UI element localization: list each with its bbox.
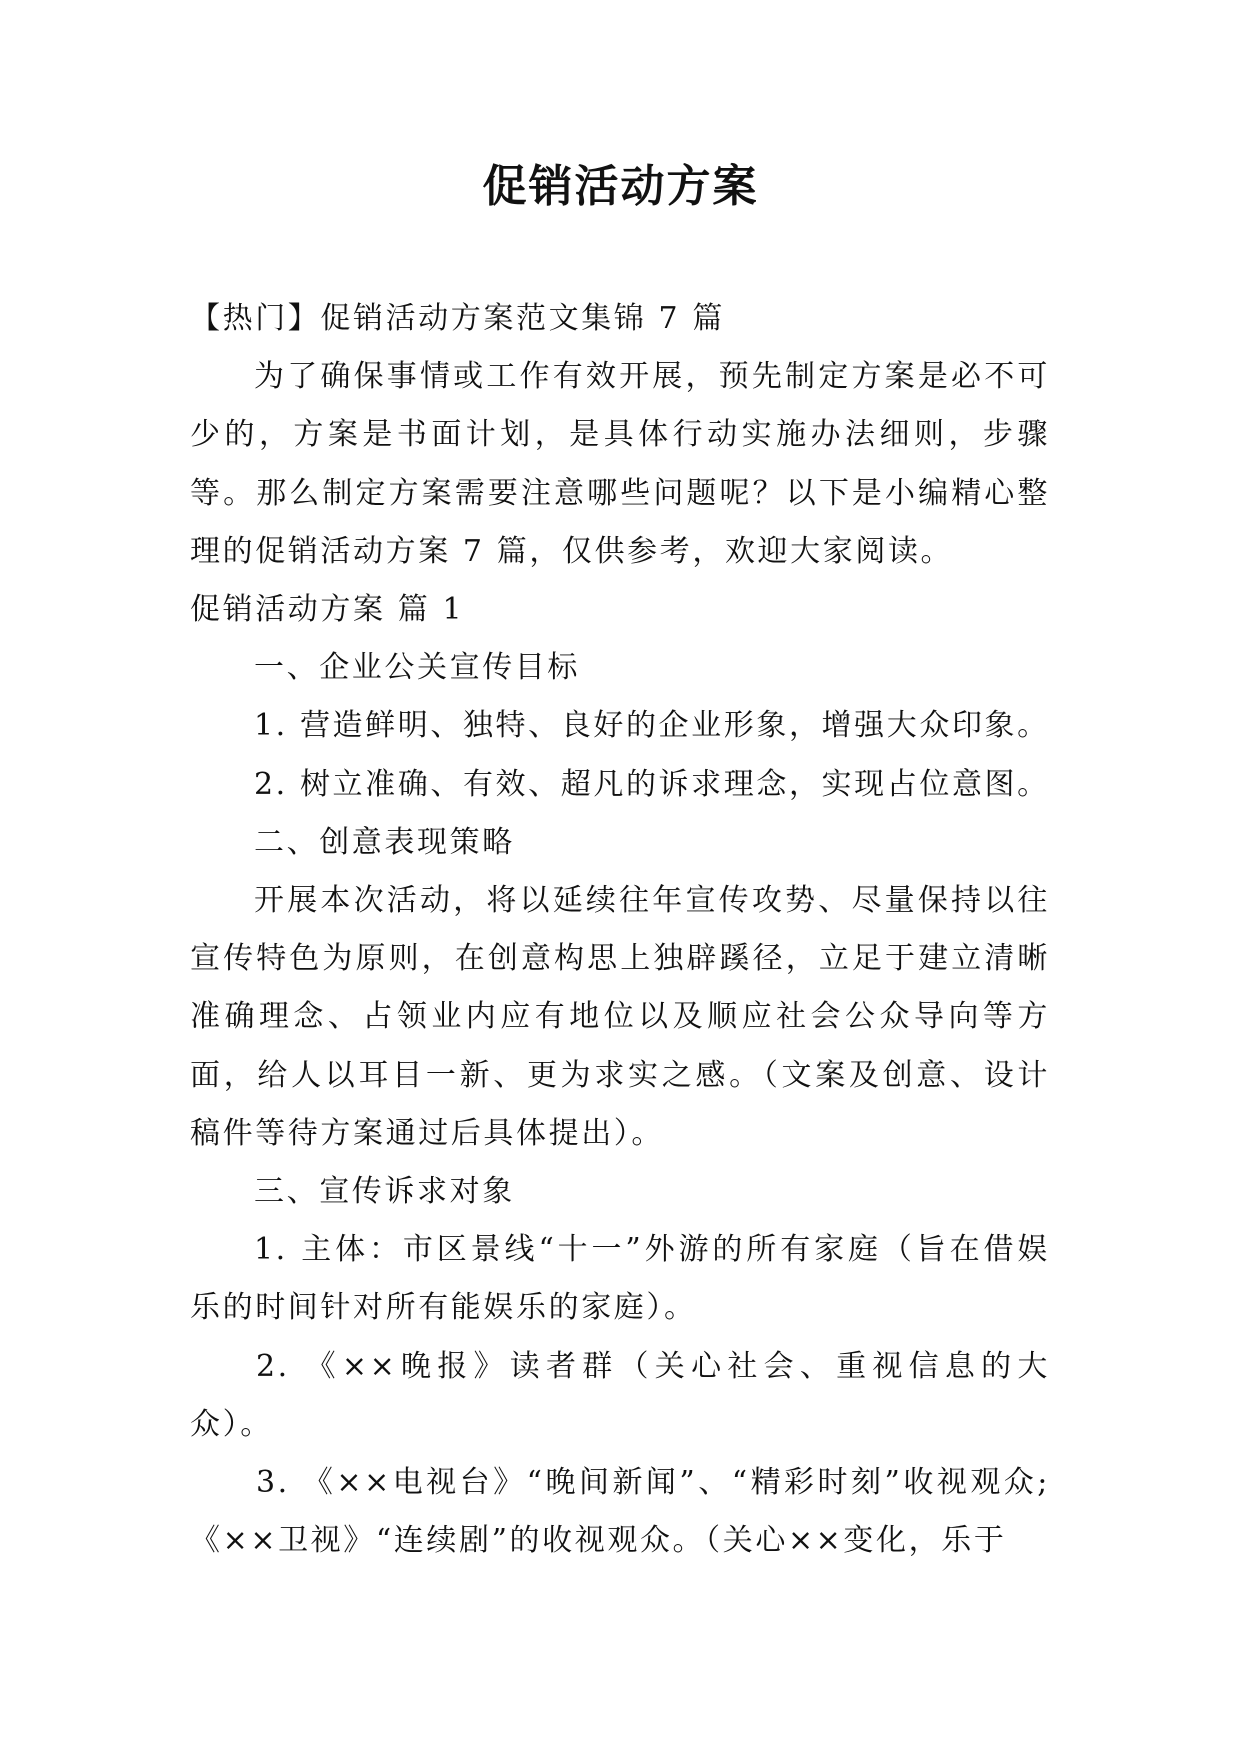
intro-paragraph: 为了确保事情或工作有效开展，预先制定方案是必不可少的，方案是书面计划，是具体行动实施办法细则，步骤等。那么制定方案需要注意哪些问题呢？以下是小编精心整理的促销活动方案 7 篇，仅供参考，欢迎大家阅读。 xyxy=(190,359,1050,569)
item-3-2: 2. 《××晚报》读者群（关心社会、重视信息的大众）。 xyxy=(190,1348,1050,1442)
heading-2: 二、创意表现策略 xyxy=(254,824,515,860)
heading-3: 三、宣传诉求对象 xyxy=(254,1174,515,1210)
document-body xyxy=(190,290,1050,1570)
intro-heading: 【热门】促销活动方案范文集锦 7 篇 xyxy=(190,301,725,336)
document-title: 促销活动方案 xyxy=(482,161,759,212)
heading-1: 一、企业公关宣传目标 xyxy=(254,650,580,686)
item-1-2: 2. 树立准确、有效、超凡的诉求理念，实现占位意图。 xyxy=(254,766,1050,802)
section-heading: 促销活动方案 篇 1 xyxy=(190,592,465,628)
item-3-1: 1. 主体：市区景线“十一”外游的所有家庭（旨在借娱乐的时间针对所有能娱乐的家庭）。 xyxy=(190,1232,1050,1326)
paragraph-2: 开展本次活动，将以延续往年宣传攻势、尽量保持以往宣传特色为原则，在创意构思上独辟蹊径，立足于建立清晰准确理念、占领业内应有地位以及顺应社会公众导向等方面，给人以耳目一新、更为求实之感。（文案及创意、设计稿件等待方案通过后具体提出）。 xyxy=(190,883,1050,1151)
item-3-3: 3. 《××电视台》“晚间新闻”、“精彩时刻”收视观众;《××卫视》“连续剧”的收视观众。（关心××变化，乐于 xyxy=(190,1465,1050,1559)
item-1-1: 1. 营造鲜明、独特、良好的企业形象，增强大众印象。 xyxy=(254,708,1050,744)
